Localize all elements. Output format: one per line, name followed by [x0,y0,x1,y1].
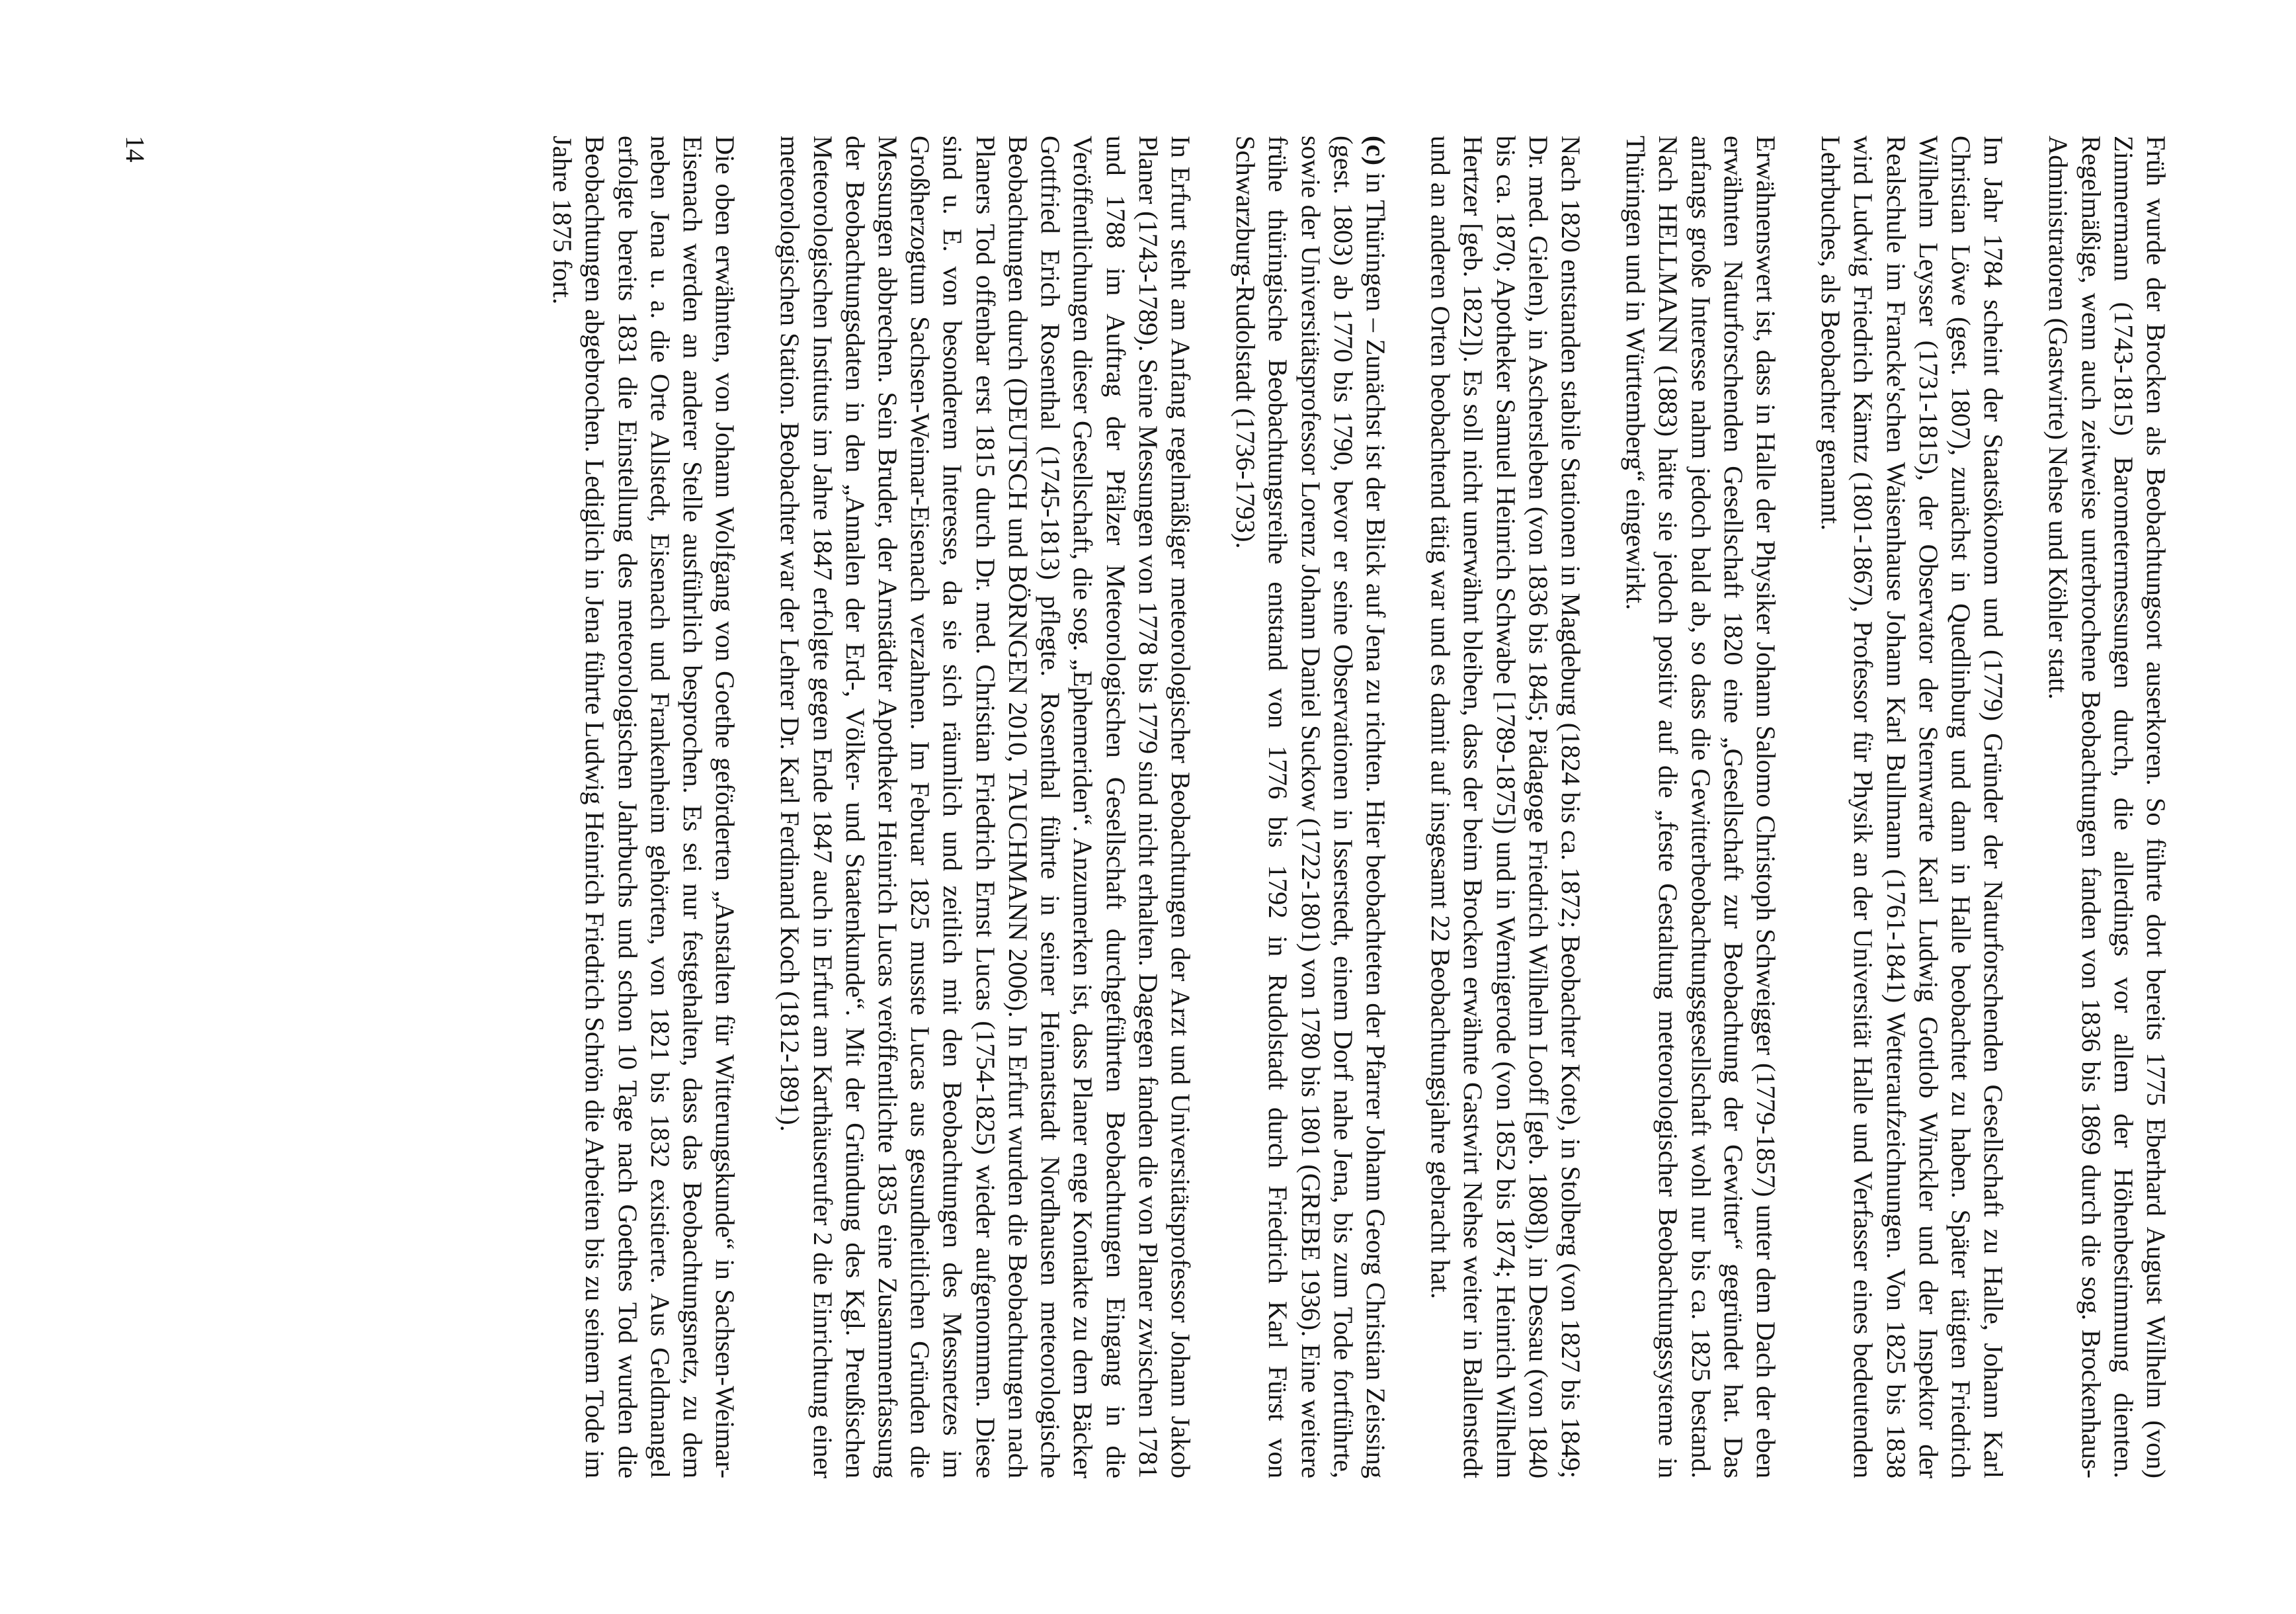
body-text [546,136,2172,1478]
paragraph-erfurt: In Erfurt steht am Anfang regelmäßiger meteorologischer Beobachtungen der Arzt und Universitätsprofessor Johann Jakob Planer (1743-1789). Seine Messungen von 1778 bis 1779 sind nicht erhalten. Dagegen fanden die von Planer zwischen 1781 und 1788 im Auftrag der Pfälzer Meteorologischen Gesellschaft durchgeführten Beobachtungen Eingang in die Veröffentlichungen dieser Gesellschaft, die sog. „Ephemeriden“. Anzumerken ist, dass Planer enge Kontakte zu dem Bäcker Gottfried Erich Rosenthal (1745-1813) pflegte. Rosenthal führte in seiner Heimatstadt Nordhausen meteorologische Beobachtungen durch (DEUTSCH und BÖRNGEN 2010, TAUCHMANN 2006). In Erfurt wurden die Beobachtungen nach Planers Tod offenbar erst 1815 durch Dr. med. Christian Friedrich Ernst Lucas (1754-1825) wieder aufgenommen. Diese sind u. E. von besonderem Interesse, da sie sich räumlich und zeitlich mit den Beobachtungen des Messnetzes im Großherzogtum Sachsen-Weimar-Eisenach verzahnen. Im Februar 1825 musste Lucas aus gesundheitlichen Gründen die Messungen abbrechen. Sein Bruder, der Arnstädter Apotheker Heinrich Lucas veröffentlichte 1835 eine Zusammenfassung der Beobachtungsdaten in den „Annalen der Erd-, Völker- und Staatenkunde“. Mit der Gründung des Kgl. Preußischen Meteorologischen Instituts im Jahre 1847 erfolgte gegen Ende 1847 auch in Erfurt am Karthäuserufer 2 die Einrichtung einer meteorologischen Station. Beobachter war der Lehrer Dr. Karl Ferdinand Koch (1812-1891). [775,136,1196,1478]
section-c-text: in Thüringen – Zunächst ist der Blick auf Jena zu richten. Hier beobachteten der Pfarrer Johann Georg Christian Zeissing (gest. 1803) ab 1770 bis 1790, bevor er seine Observationen in Isserstedt, einem Dorf nahe Jena, bis zum Tode fortführte, sowie der Universitätsprofessor Lorenz Johann Daniel Suckow (1722-1801) von 1780 bis 1801 (GREBE 1936). Eine weitere frühe thüringische Beobachtungsreihe entstand von 1776 bis 1792 in Rudolstadt durch Friedrich Karl Fürst von Schwarzburg-Rudolstadt (1736-1793). [1231,136,1391,1478]
paragraph-thueringen [1229,136,1392,1478]
paragraph-stations-after-1820: Nach 1820 entstanden stabile Stationen in Magdeburg (1824 bis ca. 1872; Beobachter Kote), in Stolberg (von 1827 bis 1849; Dr. med. Gielen), in Aschersleben (von 1836 bis 1845; Pädagoge Friedrich Wilhelm Looff [geb. 1808]), in Dessau (von 1840 bis ca. 1870; Apotheker Samuel Heinrich Schwabe [1789-1875]) und in Wernigerode (von 1852 bis 1874; Heinrich Wilhelm Hertzer [geb. 1822]). Es soll nicht unerwähnt bleiben, dass der beim Brocken erwähnte Gastwirt Nehse weiter in Ballenstedt und an anderen Orten beobachtend tätig war und es damit auf insgesamt 22 Beobachtungsjahre gebracht hat. [1426,136,1586,1478]
paragraph-halle: Im Jahr 1784 scheint der Staatsökonom und (1779) Gründer der Naturforschenden Gesellschaft zu Halle, Johann Karl Christian Löwe (gest. 1807), zunächst in Quedlinburg und dann in Halle beobachtet zu haben. Später tätigten Friedrich Wilhelm Leysser (1731-1815), der Observator der Sternwarte Karl Ludwig Gottlob Winckler und der Inspektor der Realschule im Francke'schen Waisenhause Johann Karl Bullmann (1761-1841) Wetteraufzeichnungen. Von 1825 bis 1838 wird Ludwig Friedrich Kämtz (1801-1867), Professor für Physik an der Universität Halle und Verfasser eines bedeutenden Lehrbuches, als Beobachter genannt. [1816,136,2009,1478]
paragraph-brocken: Früh wurde der Brocken als Beobachtungsort auserkoren. So führte dort bereits 1775 Eberhard August Wilhelm (von) Zimmermann (1743-1815) Barometermessungen durch, die allerdings vor allem der Höhenbestimmung dienten. Regelmäßige, wenn auch zeitweise unterbrochene Beobachtungen fanden von 1836 bis 1869 durch die sog. Brockenhaus-Administratoren (Gastwirte) Nehse und Köhler statt. [2043,136,2171,1478]
section-label-c: (c) [1360,136,1391,165]
page-number: 14 [120,136,150,163]
paragraph-goethe-network: Die oben erwähnten, von Johann Wolfgang von Goethe geförderten „Anstalten für Witterungskunde“ in Sachsen-Weimar-Eisenach werden an anderer Stelle ausführlich besprochen. Es sei nur festgehalten, dass das Beobachtungsnetz, zu dem neben Jena u. a. die Orte Allstedt, Eisenach und Frankenheim gehörten, von 1821 bis 1832 existierte. Aus Geldmangel erfolgte bereits 1831 die Einstellung des meteorologischen Jahrbuchs und schon 10 Tage nach Goethes Tod wurden die Beobachtungen abgebrochen. Lediglich in Jena führte Ludwig Heinrich Friedrich Schrön die Arbeiten bis zu seinem Tode im Jahre 1875 fort. [548,136,741,1478]
paragraph-gewitter-gesellschaft: Erwähnenswert ist, dass in Halle der Physiker Johann Salomo Christoph Schweigger (1779-1857) unter dem Dach der eben erwähnten Naturforschenden Gesellschaft 1820 eine „Gesellschaft zur Beobachtung der Gewitter“ gegründet hat. Das anfangs große Interesse nahm jedoch bald ab, so dass die Gewitterbeobachtungsgesellschaft wohl nur bis ca. 1825 bestand. Nach HELLMANN (1883) hätte sie jedoch positiv auf die „feste Gestaltung meteorologischer Beobachtungssysteme in Thüringen und in Württemberg“ eingewirkt. [1621,136,1781,1478]
